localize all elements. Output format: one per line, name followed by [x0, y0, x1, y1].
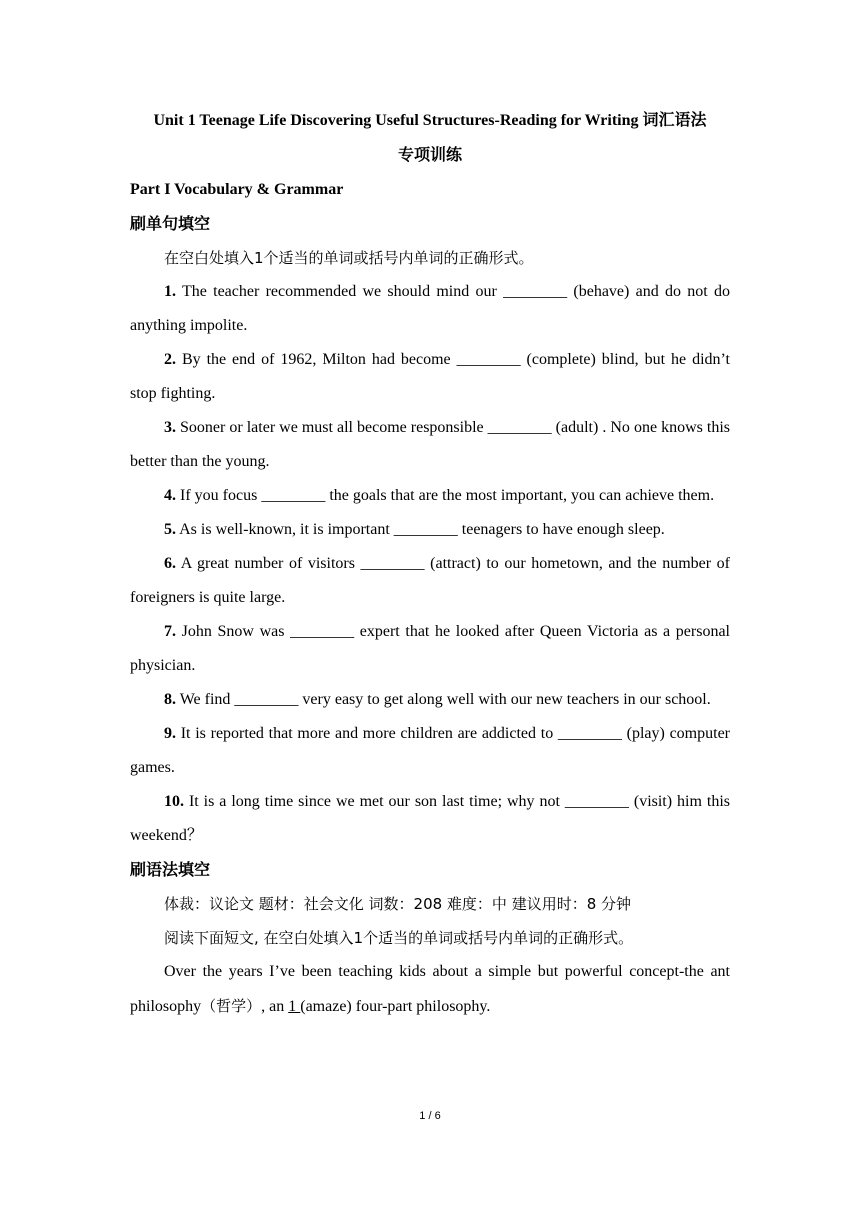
question-number: 10. [164, 793, 184, 810]
question-item [130, 343, 730, 411]
question-text: It is a long time since we met our son last time; why not ________ (visit) him this weekend？ [130, 793, 730, 844]
document-content [130, 103, 730, 1024]
question-text: By the end of 1962, Milton had become ________ (complete) blind, but he didn’t stop fighting. [130, 351, 730, 402]
question-number: 6. [164, 555, 176, 572]
question-item [130, 411, 730, 479]
question-item [130, 683, 730, 717]
question-text: John Snow was ________ expert that he looked after Queen Victoria as a personal physician. [130, 623, 730, 674]
question-item [130, 513, 730, 547]
title-chinese-part2: 专项训练 [397, 145, 462, 164]
question-number: 7. [164, 623, 176, 640]
question-number: 1. [164, 283, 176, 300]
passage-start: Over the years I’ve been teaching kids about a simple but powerful concept-the ant philosophy [130, 963, 730, 1015]
passage-parenthetical: （哲学） [201, 997, 262, 1015]
single-sentence-heading: 刷单句填空 [130, 214, 211, 233]
passage-mid: , an [261, 998, 289, 1015]
document-title [130, 103, 730, 173]
part1-heading: Part I Vocabulary & Grammar [130, 181, 344, 198]
passage-blank-1[interactable]: 1 [288, 998, 301, 1015]
question-text: We find ________ very easy to get along well with our new teachers in our school. [176, 691, 711, 708]
grammar-fill-heading: 刷语法填空 [130, 860, 211, 879]
question-number: 9. [164, 725, 176, 742]
question-number: 5. [164, 521, 176, 538]
question-number: 2. [164, 351, 176, 368]
passage-paragraph [130, 955, 730, 1024]
passage-end: (amaze) four-part philosophy. [300, 998, 491, 1015]
instruction-single-sentence: 在空白处填入1个适当的单词或括号内单词的正确形式。 [164, 249, 534, 267]
question-text: The teacher recommended we should mind our ________ (behave) and do not do anything impolite. [130, 283, 730, 334]
question-item [130, 615, 730, 683]
passage-meta: 体裁：议论文 题材：社会文化 词数：208 难度：中 建议用时：8 分钟 [164, 895, 632, 913]
question-number: 3. [164, 419, 176, 436]
instruction-grammar-fill: 阅读下面短文, 在空白处填入1个适当的单词或括号内单词的正确形式。 [164, 929, 634, 947]
page-number: 1 / 6 [419, 1110, 441, 1122]
question-number: 8. [164, 691, 176, 708]
question-text: As is well-known, it is important ________ teenagers to have enough sleep. [176, 521, 665, 538]
question-text: If you focus ________ the goals that are the most important, you can achieve them. [176, 487, 715, 504]
question-item [130, 717, 730, 785]
question-item [130, 479, 730, 513]
title-chinese-part1: 词汇语法 [642, 110, 707, 129]
question-item [130, 547, 730, 615]
question-text: A great number of visitors ________ (attract) to our hometown, and the number of foreigners is quite large. [130, 555, 730, 606]
question-text: Sooner or later we must all become responsible ________ (adult) . No one knows this better than the young. [130, 419, 730, 470]
question-number: 4. [164, 487, 176, 504]
title-english: Unit 1 Teenage Life Discovering Useful Structures-Reading for Writing [153, 112, 643, 129]
question-text: It is reported that more and more children are addicted to ________ (play) computer games. [130, 725, 730, 776]
question-item [130, 275, 730, 343]
question-item [130, 785, 730, 853]
question-list [130, 275, 730, 853]
